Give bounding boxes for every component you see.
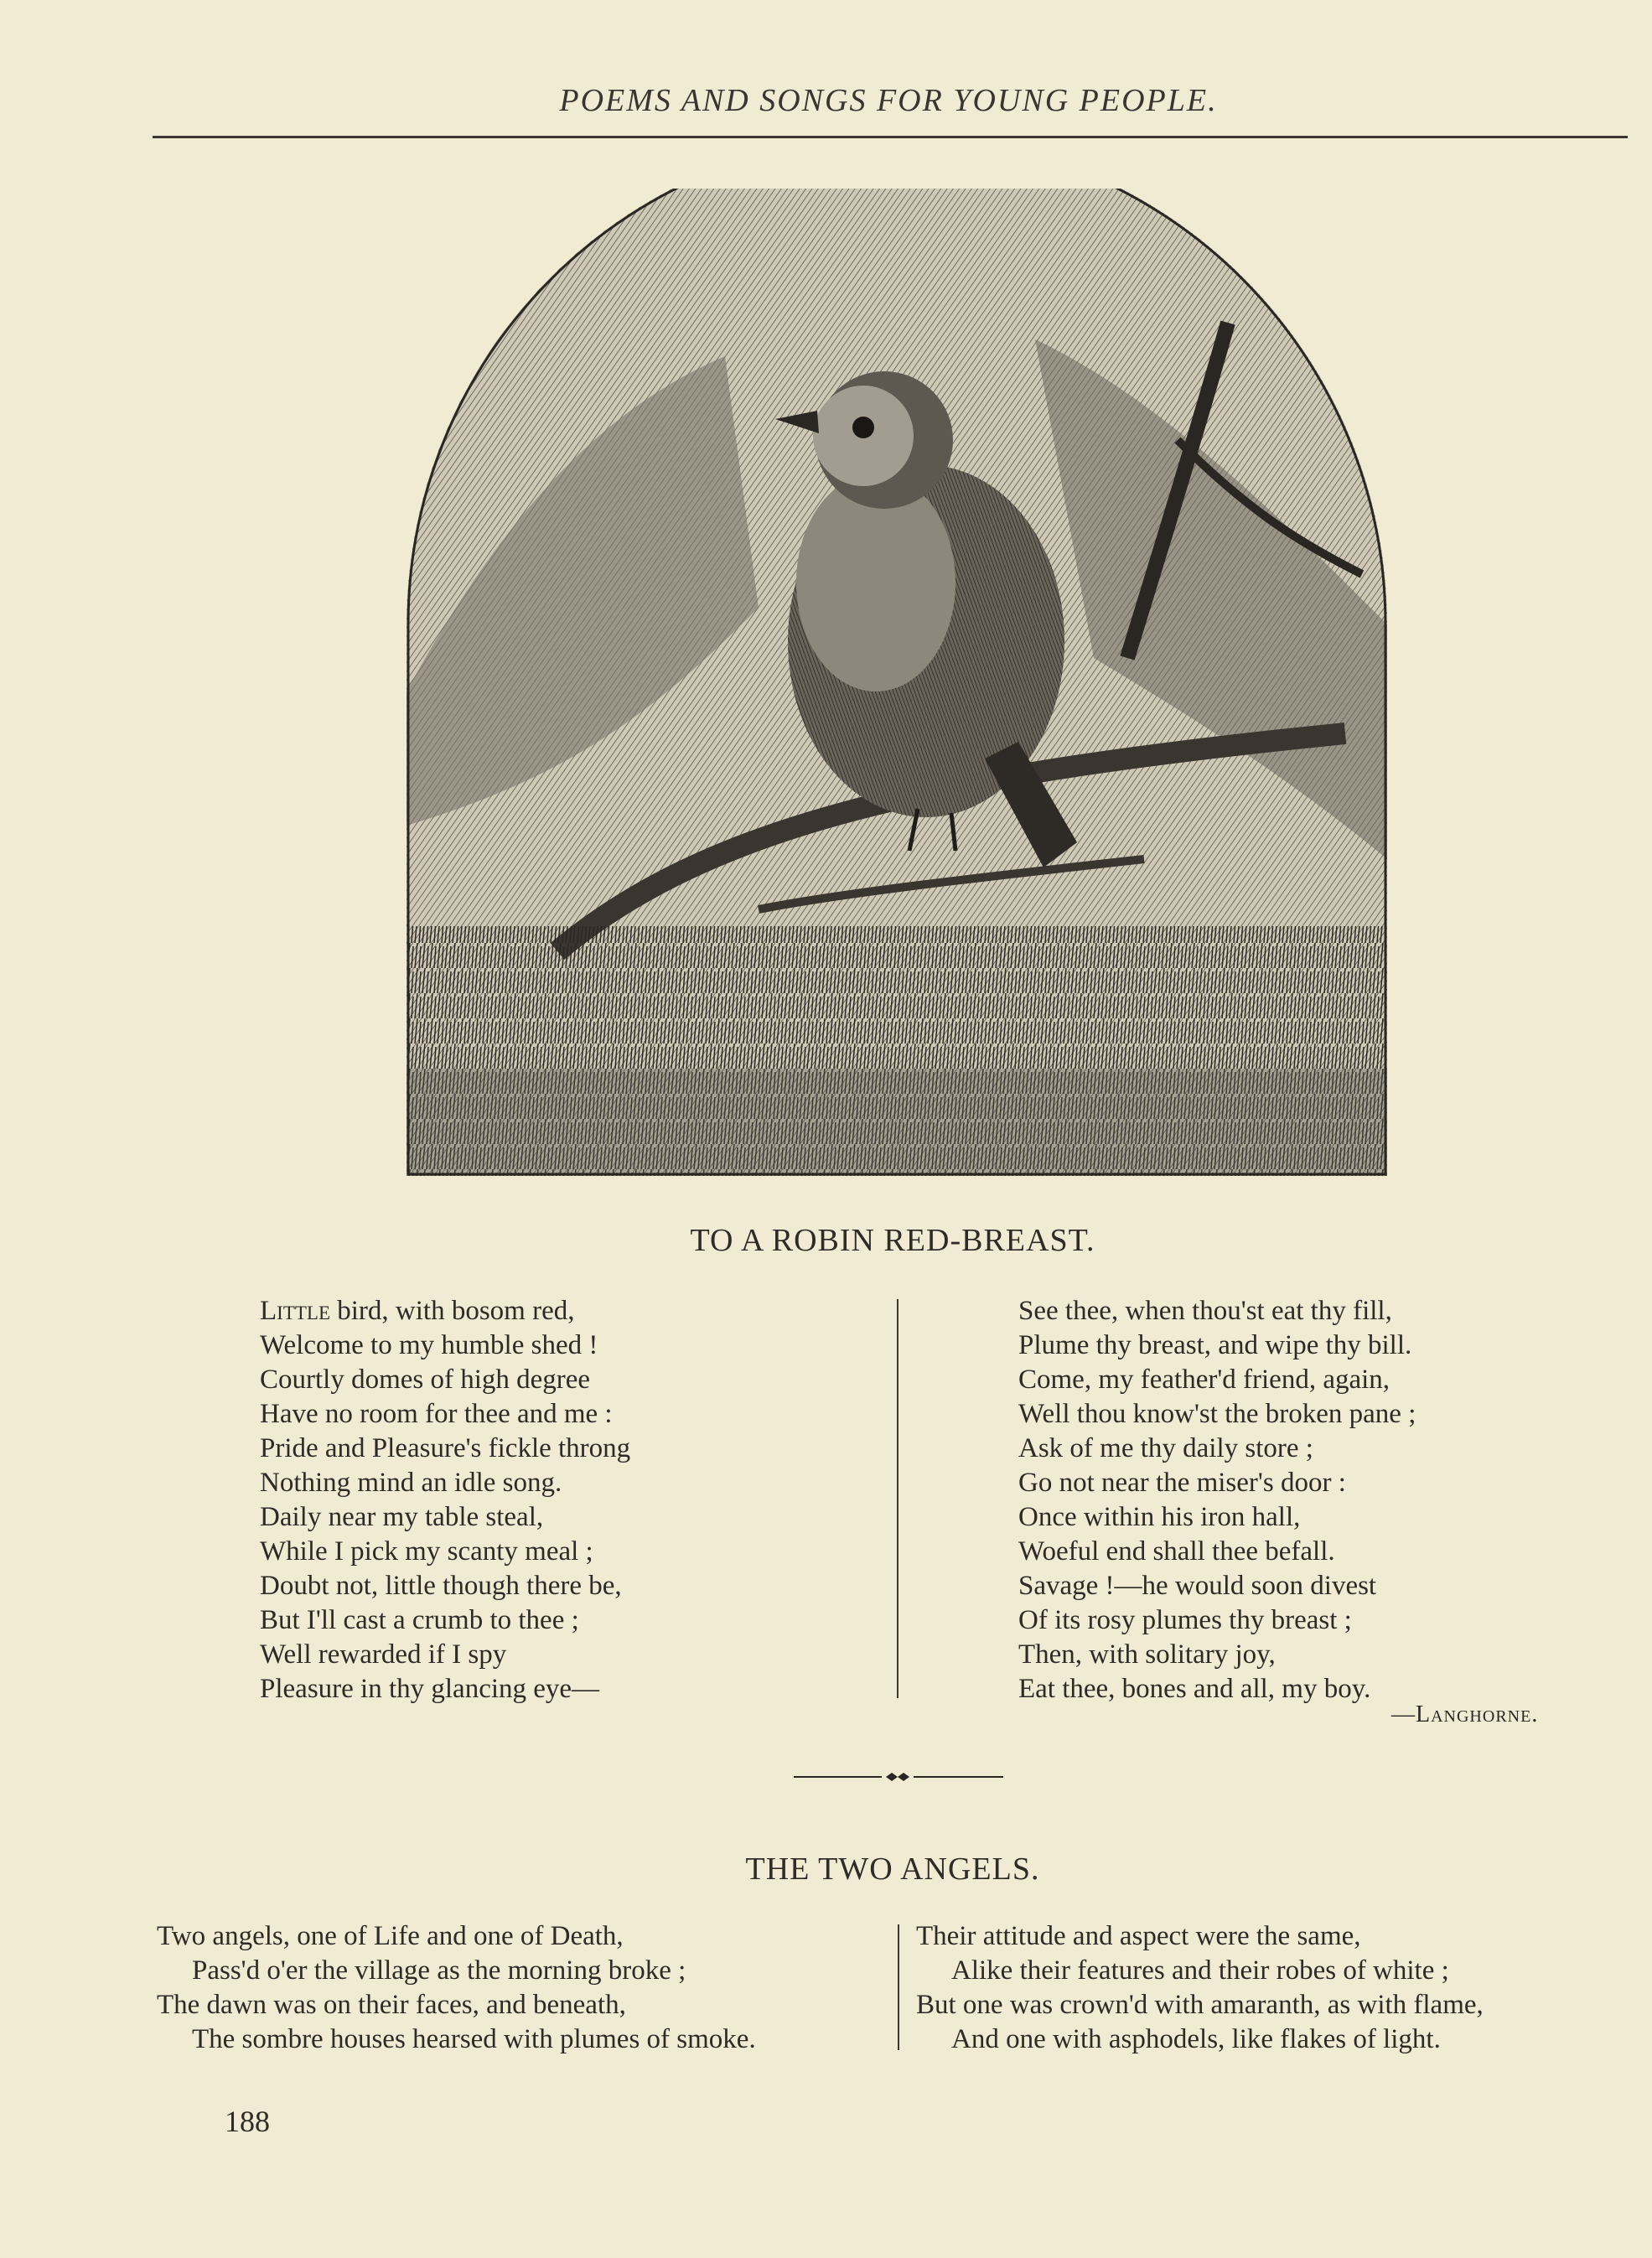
angels-left-column <box>157 1919 756 2057</box>
page-number: 188 <box>225 2105 270 2138</box>
poem-line: The sombre houses hearsed with plumes of smoke. <box>192 2024 756 2054</box>
poem-line: Daily near my table steal, <box>260 1502 544 1532</box>
robin-right-column <box>1018 1294 1416 1706</box>
angels-right-column <box>916 1919 1484 2057</box>
poem-line: Nothing mind an idle song. <box>260 1468 562 1498</box>
poem-line: Eat thee, bones and all, my boy. <box>1018 1674 1371 1704</box>
poem-line: Courtly domes of high degree <box>260 1365 591 1395</box>
drop-word: Little <box>260 1296 331 1326</box>
poem-line: But one was crown'd with amaranth, as with flame, <box>916 1990 1484 2020</box>
first-line-rest: bird, with bosom red, <box>330 1296 575 1326</box>
poem-line: And one with asphodels, like flakes of light. <box>951 2024 1441 2054</box>
poem-title-angels: THE TWO ANGELS. <box>745 1851 1040 1887</box>
running-head: POEMS AND SONGS FOR YOUNG PEOPLE. <box>559 83 1218 118</box>
poem-line: Pleasure in thy glancing eye— <box>260 1674 600 1704</box>
column-divider <box>898 1924 899 2050</box>
poem-line: Welcome to my humble shed ! <box>260 1330 598 1360</box>
poem-line: Woeful end shall thee befall. <box>1018 1536 1335 1567</box>
poem-line: While I pick my scanty meal ; <box>260 1536 593 1567</box>
poem-line: Savage !—he would soon divest <box>1018 1571 1377 1601</box>
poem-line: See thee, when thou'st eat thy fill, <box>1018 1296 1392 1326</box>
poem-line: Well thou know'st the broken pane ; <box>1018 1399 1416 1429</box>
poem-line: Ask of me thy daily store ; <box>1018 1433 1313 1463</box>
poem-line: Two angels, one of Life and one of Death, <box>157 1921 624 1951</box>
poem-line: Have no room for thee and me : <box>260 1399 613 1429</box>
attribution: —Langhorne. <box>1391 1701 1539 1727</box>
poem-line: Pride and Pleasure's fickle throng <box>260 1433 631 1463</box>
robin-engraving-illustration <box>407 189 1387 1176</box>
poem-line: Then, with solitary joy, <box>1018 1639 1276 1670</box>
poem-line: Come, my feather'd friend, again, <box>1018 1365 1390 1395</box>
poem-line: Their attitude and aspect were the same, <box>916 1921 1361 1951</box>
poem-line: Pass'd o'er the village as the morning broke ; <box>192 1955 686 1986</box>
section-ornament <box>794 1769 1003 1785</box>
column-divider <box>897 1299 899 1698</box>
poem-line: Go not near the miser's door : <box>1018 1468 1346 1498</box>
poem-line: Plume thy breast, and wipe thy bill. <box>1018 1330 1412 1360</box>
poem-line <box>260 1294 630 1328</box>
poem-line: Well rewarded if I spy <box>260 1639 507 1670</box>
poem-line: Alike their features and their robes of white ; <box>951 1955 1449 1986</box>
poem-title-robin: TO A ROBIN RED-BREAST. <box>690 1223 1095 1258</box>
poem-line: The dawn was on their faces, and beneath, <box>157 1990 626 2020</box>
poem-line: Doubt not, little though there be, <box>260 1571 622 1601</box>
robin-left-column <box>260 1294 630 1706</box>
poem-line: But I'll cast a crumb to thee ; <box>260 1605 579 1635</box>
header-rule <box>153 136 1628 138</box>
poem-line: Of its rosy plumes thy breast ; <box>1018 1605 1352 1635</box>
poem-line: Once within his iron hall, <box>1018 1502 1301 1532</box>
